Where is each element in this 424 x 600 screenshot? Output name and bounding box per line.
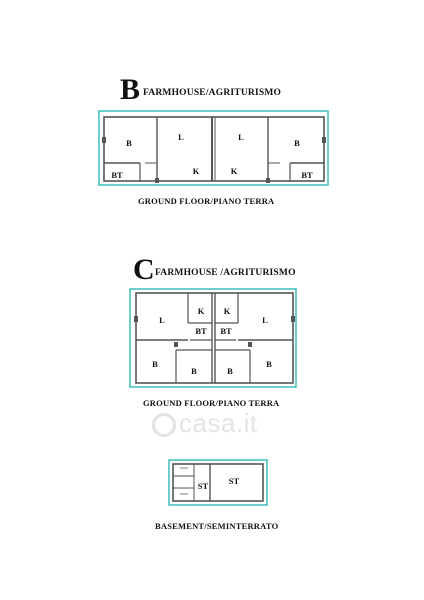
plan-c [130,289,296,387]
room-label: L [159,315,165,325]
block-c-title: FARMHOUSE /AGRITURISMO [155,268,296,278]
room-label: BT [301,170,313,180]
basement-caption: BASEMENT/SEMINTERRATO [155,521,279,531]
block-b-caption: GROUND FLOOR/PIANO TERRA [138,196,275,206]
room-label: ST [197,481,209,491]
block-c-letter: C [133,253,155,286]
room-label: B [152,359,158,369]
room-label: B [191,366,197,376]
room-label: BT [111,170,123,180]
block-c-caption: GROUND FLOOR/PIANO TERRA [143,398,280,408]
room-label: ST [228,476,240,486]
plan-basement [169,460,267,505]
block-b-title: FARMHOUSE/AGRITURISMO [143,88,282,98]
room-label: L [178,132,184,142]
room-label: B [266,359,272,369]
plan-b-walls [104,117,324,181]
room-label: BT [195,326,207,336]
room-label: BT [220,326,232,336]
room-label: K [197,306,205,316]
room-label: B [227,366,233,376]
plan-b-outline [99,111,328,185]
room-label: B [126,138,132,148]
room-label: K [223,306,231,316]
plan-b [99,111,328,185]
room-label: L [238,132,244,142]
room-label: L [262,315,268,325]
room-label: K [192,166,200,176]
room-label: K [230,166,238,176]
room-label: B [294,138,300,148]
block-b-letter: B [120,73,141,106]
plan-basement-walls [173,464,263,501]
plan-c-outline [130,289,296,387]
plan-basement-outline [169,460,267,505]
watermark-text: casa.it [179,408,258,438]
plan-basement-labels [198,476,240,491]
